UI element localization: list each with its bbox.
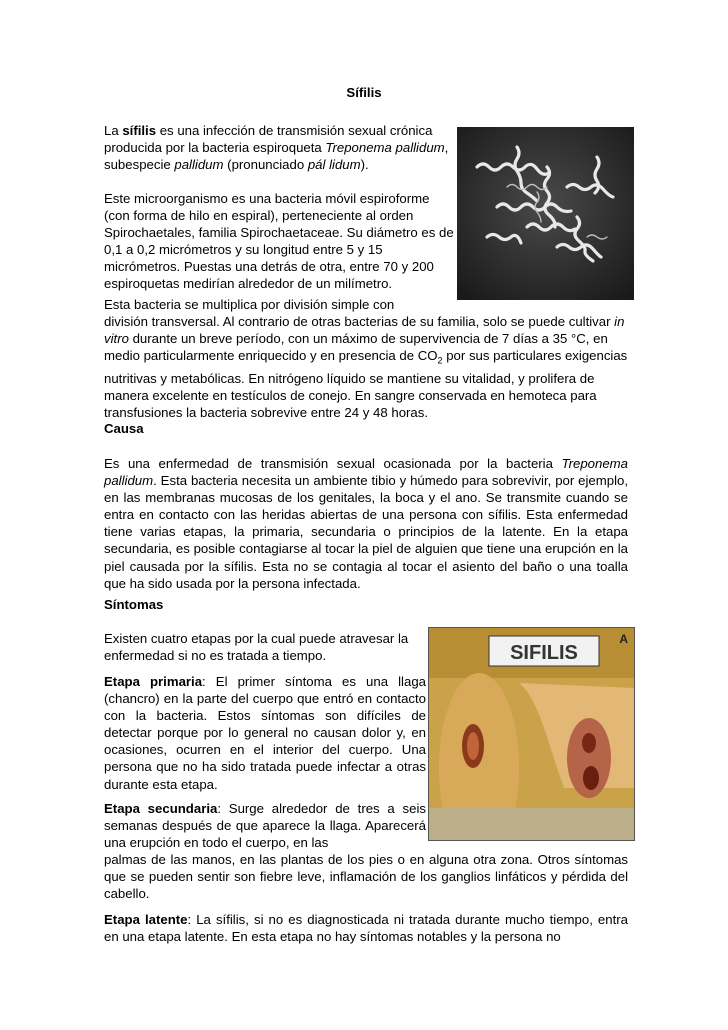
etapa-primaria-paragraph: Etapa primaria: El primer síntoma es una llaga (chancro) en la parte del cuerpo que entró en contacto con la bacteria. Estos síntomas son difíciles de detectar porque por lo general no causan dolor y, en ocasiones, ocurren en el interior del cuerpo. Una persona que no ha sido tratada puede infectar a otras durante esta etapa. bbox=[104, 674, 426, 792]
section-heading-causa: Causa bbox=[104, 421, 144, 436]
treponema-micrograph-image bbox=[457, 127, 634, 300]
etapa-latente-paragraph: Etapa latente: La sífilis, si no es diagnosticada ni tratada durante mucho tiempo, entra en una etapa latente. En esta etapa no hay síntomas notables y la persona no bbox=[104, 912, 628, 945]
term-sifilis: sífilis bbox=[122, 123, 157, 138]
causa-paragraph: Es una enfermedad de transmisión sexual ocasionada por la bacteria Treponema pallidum. Esta bacteria necesita un ambiente tibio y húmedo para sobrevivir, por ejemplo, en las membranas mucosas de los genitales, la boca y el ano. Se transmite cuando se entra en contacto con las heridas abiertas de una persona con sífilis. Esta enfermedad tiene varias etapas, la primaria, secundaria o principios de la latente. En la etapa secundaria, es posible contagiarse al tocar la piel de alguien que tiene una erupción en la piel causada por la sífilis. Esta no se contagia al tocar el asiento del baño o una toalla que ha sido usada por la persona infectada. bbox=[104, 456, 628, 591]
multiplication-paragraph: división transversal. Al contrario de otras bacterias de su familia, solo se puede cultivar in vitro durante un breve período, con un máximo de supervivencia de 7 días a 35 °C, en medio particularmente enriquecido y en presencia de $CO_2$ por sus particulares exigencias nutritivas y metabólicas. En nitrógeno líquido se mantiene su vitalidad, y prolifera de manera excelente en testículos de conejo. En sangre conservada en hemoteca para transfusiones la bacteria sobrevive entre 24 y 48 horas. bbox=[104, 314, 628, 421]
etapa-secundaria-continued: palmas de las manos, en las plantas de los pies o en alguna otra zona. Otros síntomas que se pueden sentir son fiebre leve, inflamación de los ganglios linfáticos y pérdida del cabello. bbox=[104, 852, 628, 902]
intro-paragraph: La sífilis es una infección de transmisión sexual crónica producida por la bacteria espiroqueta Treponema pallidum, subespecie pallidum (pronunciado pál lidum). bbox=[104, 123, 449, 173]
document-title: Sífilis bbox=[346, 85, 382, 100]
multiplication-line: Esta bacteria se multiplica por división simple con bbox=[104, 297, 395, 312]
figure-label: SIFILIS bbox=[510, 642, 578, 664]
figure-corner-label: A bbox=[619, 632, 628, 646]
section-heading-sintomas: Síntomas bbox=[104, 597, 164, 612]
etapa-secundaria-paragraph: Etapa secundaria: Surge alrededor de tres a seis semanas después de que aparece la llaga. Aparecerá una erupción en todo el cuerpo, en las bbox=[104, 801, 426, 851]
sintomas-intro: Existen cuatro etapas por la cual puede atravesar la enfermedad si no es tratada a tiempo. bbox=[104, 631, 409, 664]
description-paragraph: Este microorganismo es una bacteria móvil espiroforme (con forma de hilo en espiral), perteneciente al orden Spirochaetales, familia Spirochaetaceae. Su diámetro es de 0,1 a 0,2 micrómetros y su longitud entre 5 y 15 micrómetros. Puestas una detrás de otra, entre 70 y 200 espiroquetas medirían alrededor de un milímetro. bbox=[104, 191, 454, 292]
sifilis-illustration-image bbox=[428, 627, 635, 841]
